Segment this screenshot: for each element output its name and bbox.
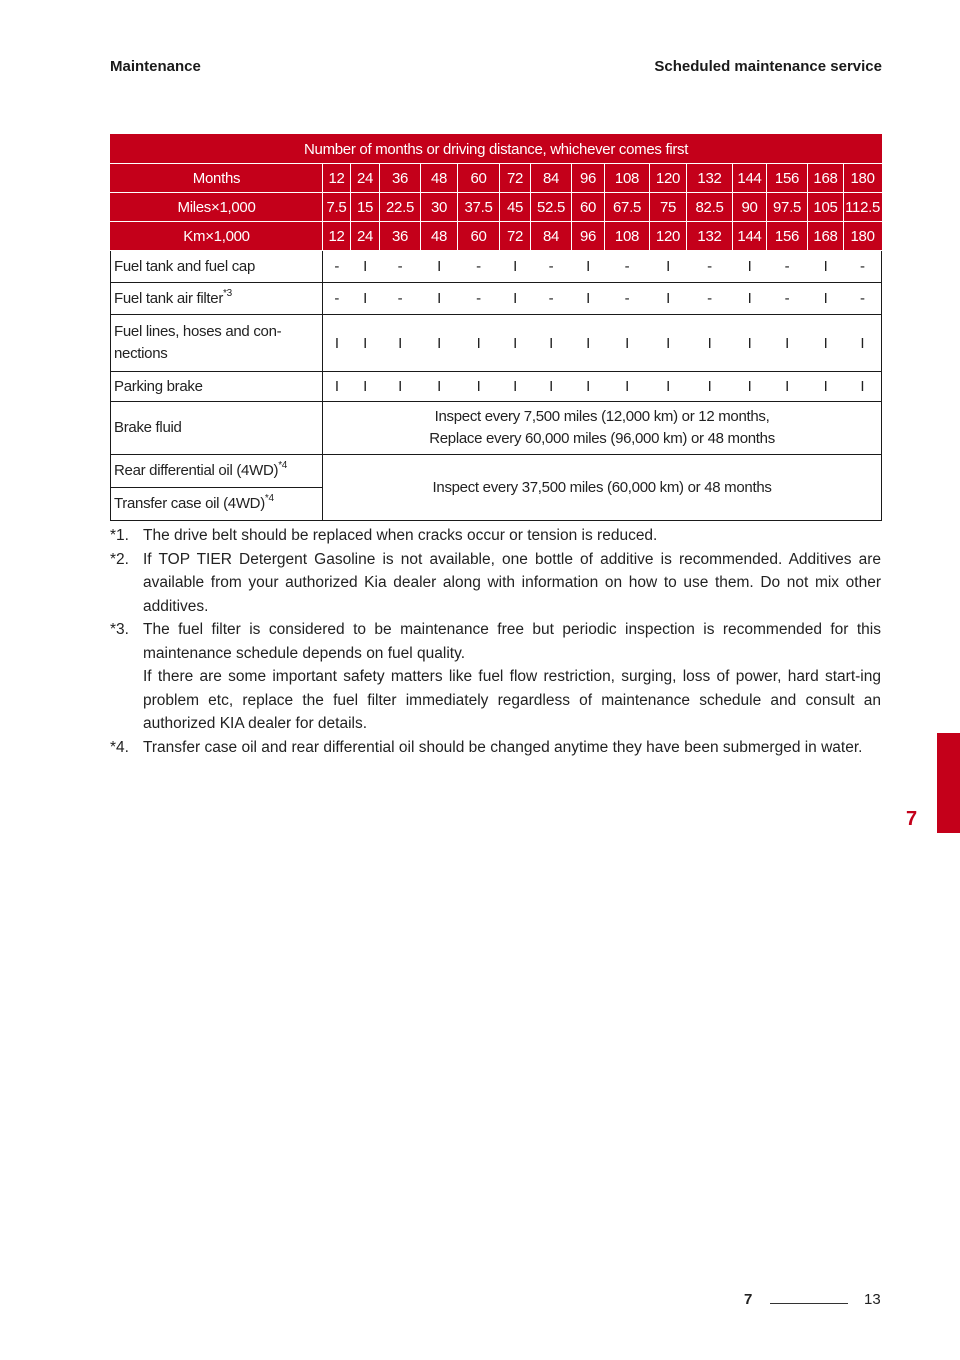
service-code: I — [323, 372, 351, 402]
interval-label: Miles×1,000 — [111, 193, 323, 222]
interval-value: 112.5 — [844, 193, 882, 222]
interval-value: 36 — [380, 164, 421, 193]
interval-value: 36 — [380, 222, 421, 251]
service-code: I — [808, 372, 844, 402]
table-row — [111, 315, 882, 372]
service-code: - — [531, 251, 572, 283]
table-row — [111, 455, 882, 488]
interval-value: 180 — [844, 222, 882, 251]
service-code: - — [458, 251, 500, 283]
footnotes — [110, 524, 881, 759]
interval-value: 7.5 — [323, 193, 351, 222]
interval-value: 48 — [421, 164, 458, 193]
interval-value: 72 — [500, 164, 531, 193]
service-code: I — [500, 251, 531, 283]
interval-label: Months — [111, 164, 323, 193]
interval-value: 84 — [531, 164, 572, 193]
interval-value: 180 — [844, 164, 882, 193]
item-label — [111, 455, 323, 488]
service-code: I — [351, 283, 380, 315]
table-row — [111, 283, 882, 315]
table-row — [111, 251, 882, 283]
service-code: I — [733, 251, 767, 283]
service-code: I — [531, 315, 572, 372]
interval-value: 156 — [767, 222, 808, 251]
service-code: I — [421, 315, 458, 372]
service-code: I — [687, 315, 733, 372]
table-row — [111, 402, 882, 455]
service-code: I — [531, 372, 572, 402]
interval-value: 96 — [572, 222, 605, 251]
interval-value: 12 — [323, 222, 351, 251]
interval-value: 132 — [687, 222, 733, 251]
item-label-text: Rear differential oil (4WD) — [114, 462, 279, 479]
service-code: I — [380, 315, 421, 372]
service-code: I — [351, 315, 380, 372]
brake-fluid-line1: Inspect every 7,500 miles (12,000 km) or 12 months, — [434, 408, 770, 425]
service-code: I — [421, 372, 458, 402]
footer-chapter: 7 — [744, 1291, 753, 1308]
footnote — [110, 736, 881, 760]
item-label-text: Fuel lines, hoses and con-nections — [114, 323, 282, 362]
table-row — [111, 372, 882, 402]
footnote-text: The drive belt should be replaced when cracks occur or tension is reduced. — [143, 527, 658, 544]
interval-value: 60 — [458, 164, 500, 193]
interval-value: 144 — [733, 164, 767, 193]
service-code: I — [650, 315, 687, 372]
service-code: I — [650, 372, 687, 402]
footnote-text: If there are some important safety matters like fuel flow restriction, surging, loss of power, hard start-ing problem etc, replace the fuel filter immediately regardless of maintenance schedule and consult an authorized KIA dealer for details. — [143, 668, 881, 732]
interval-value: 67.5 — [605, 193, 650, 222]
service-code: - — [458, 283, 500, 315]
service-code: I — [421, 251, 458, 283]
service-code: I — [844, 372, 882, 402]
footnote — [110, 548, 881, 619]
service-code: I — [572, 283, 605, 315]
footer-divider — [770, 1303, 848, 1304]
chapter-tab-number: 7 — [906, 808, 918, 830]
interval-label: Km×1,000 — [111, 222, 323, 251]
footnote-number: *2. — [110, 550, 129, 568]
item-label — [111, 402, 323, 455]
item-label-text: Fuel tank air filter — [114, 289, 224, 307]
item-label-footnote-ref: *3 — [223, 287, 232, 299]
service-code: - — [767, 251, 808, 283]
item-label — [111, 488, 323, 521]
interval-value: 24 — [351, 164, 380, 193]
item-label-text: Brake fluid — [114, 419, 182, 436]
service-code: I — [351, 251, 380, 283]
brake-fluid-schedule — [323, 402, 882, 455]
service-code: I — [767, 372, 808, 402]
service-code: - — [380, 251, 421, 283]
service-code: - — [605, 283, 650, 315]
interval-value: 96 — [572, 164, 605, 193]
footnote-number: *1. — [110, 527, 129, 544]
interval-value: 120 — [650, 164, 687, 193]
service-code: I — [421, 283, 458, 315]
service-code: - — [605, 251, 650, 283]
chapter-tab — [937, 733, 960, 833]
footnote-number: *3. — [110, 621, 129, 638]
interval-value: 144 — [733, 222, 767, 251]
service-code: I — [844, 315, 882, 372]
service-code: - — [844, 283, 882, 315]
interval-value: 82.5 — [687, 193, 733, 222]
interval-value: 37.5 — [458, 193, 500, 222]
interval-value: 108 — [605, 222, 650, 251]
footnote-text: If TOP TIER Detergent Gasoline is not available, one bottle of additive is recommended. Additives are available from your authorized Kia dealer along with information on how to use them. Do not mix other additives. — [143, 550, 881, 615]
item-label — [111, 283, 323, 315]
interval-value: 90 — [733, 193, 767, 222]
interval-value: 168 — [808, 164, 844, 193]
interval-value: 97.5 — [767, 193, 808, 222]
interval-value: 75 — [650, 193, 687, 222]
footnote — [110, 524, 881, 548]
service-code: I — [650, 251, 687, 283]
service-code: I — [733, 315, 767, 372]
table-title: Number of months or driving distance, whichever comes first — [111, 135, 882, 164]
item-label-footnote-ref: *4 — [278, 460, 288, 471]
interval-row — [111, 193, 882, 222]
service-code: I — [458, 315, 500, 372]
service-code: - — [687, 251, 733, 283]
interval-value: 60 — [572, 193, 605, 222]
service-code: - — [323, 251, 351, 283]
interval-value: 30 — [421, 193, 458, 222]
item-label-footnote-ref: *4 — [264, 493, 274, 504]
service-code: I — [808, 283, 844, 315]
service-code: I — [687, 372, 733, 402]
service-code: I — [458, 372, 500, 402]
interval-value: 24 — [351, 222, 380, 251]
interval-value: 12 — [323, 164, 351, 193]
oil-schedule: Inspect every 37,500 miles (60,000 km) or 48 months — [323, 455, 882, 521]
service-code: I — [351, 372, 380, 402]
service-code: I — [323, 315, 351, 372]
service-code: - — [767, 283, 808, 315]
interval-row — [111, 222, 882, 251]
footer-page-number: 13 — [864, 1291, 881, 1308]
item-label-text: Transfer case oil (4WD) — [114, 495, 265, 512]
interval-row — [111, 164, 882, 193]
item-label-text: Fuel tank and fuel cap — [114, 257, 255, 275]
service-code: I — [808, 251, 844, 283]
interval-value: 120 — [650, 222, 687, 251]
service-code: I — [500, 315, 531, 372]
service-code: I — [572, 315, 605, 372]
footnote — [110, 618, 881, 736]
interval-value: 22.5 — [380, 193, 421, 222]
service-code: - — [531, 283, 572, 315]
service-code: I — [572, 372, 605, 402]
interval-value: 105 — [808, 193, 844, 222]
item-label-text: Parking brake — [114, 377, 203, 395]
service-code: I — [733, 372, 767, 402]
service-code: I — [605, 315, 650, 372]
interval-value: 168 — [808, 222, 844, 251]
interval-value: 132 — [687, 164, 733, 193]
interval-value: 156 — [767, 164, 808, 193]
interval-value: 48 — [421, 222, 458, 251]
footnote-text: Transfer case oil and rear differential oil should be changed anytime they have been submerged in water. — [143, 738, 863, 756]
item-label — [111, 315, 323, 372]
service-code: I — [380, 372, 421, 402]
brake-fluid-line2: Replace every 60,000 miles (96,000 km) or 48 months — [429, 430, 775, 447]
service-code: I — [650, 283, 687, 315]
service-code: - — [323, 283, 351, 315]
service-code: I — [767, 315, 808, 372]
service-code: I — [808, 315, 844, 372]
item-label — [111, 251, 323, 283]
interval-value: 108 — [605, 164, 650, 193]
maintenance-schedule-table — [110, 134, 882, 521]
service-code: I — [733, 283, 767, 315]
service-code: I — [572, 251, 605, 283]
service-code: - — [380, 283, 421, 315]
service-code: - — [687, 283, 733, 315]
service-code: - — [844, 251, 882, 283]
interval-value: 60 — [458, 222, 500, 251]
service-code: I — [605, 372, 650, 402]
interval-value: 84 — [531, 222, 572, 251]
interval-value: 45 — [500, 193, 531, 222]
interval-value: 15 — [351, 193, 380, 222]
interval-value: 52.5 — [531, 193, 572, 222]
item-label — [111, 372, 323, 402]
service-code: I — [500, 283, 531, 315]
footnote-text: The fuel filter is considered to be maintenance free but periodic inspection is recommended for this maintenance schedule depends on fuel quality. — [143, 621, 881, 662]
interval-value: 72 — [500, 222, 531, 251]
section-title: Maintenance — [110, 58, 201, 75]
service-code: I — [500, 372, 531, 402]
footnote-number: *4. — [110, 738, 129, 756]
subsection-title: Scheduled maintenance service — [654, 58, 882, 75]
